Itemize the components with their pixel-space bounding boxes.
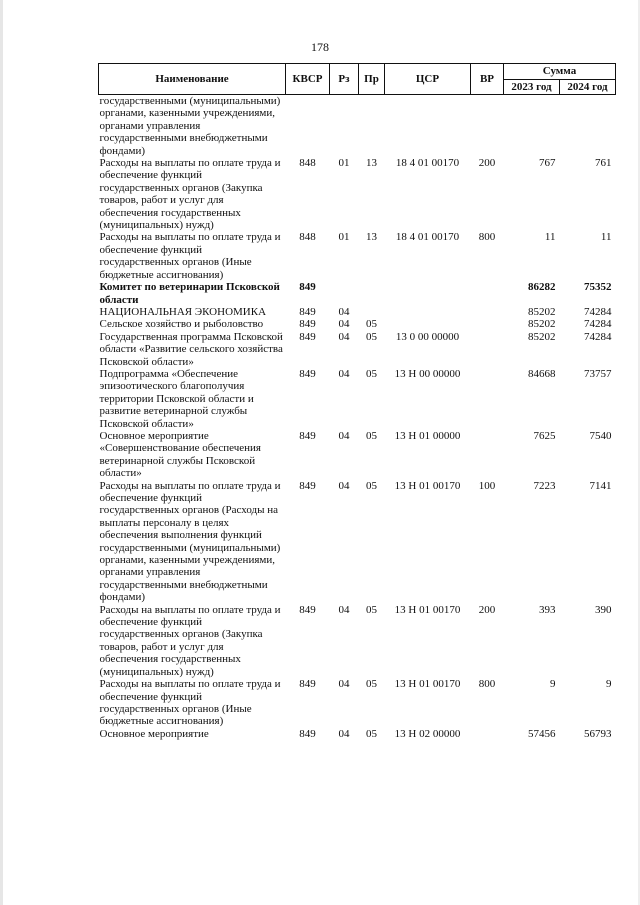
row-pr: 05 [366, 603, 377, 616]
row-csr: 13 Н 01 00170 [394, 479, 461, 492]
row-sum-2023: 86282 [528, 281, 556, 294]
row-name: Основное мероприятие «Совершенствование обеспечения ветеринарной службы Псковской области» [99, 429, 261, 480]
row-csr: 13 Н 02 00000 [394, 727, 461, 740]
row-vr: 100 [478, 479, 496, 492]
row-vr [471, 318, 504, 330]
row-sum-2023: 393 [539, 603, 556, 616]
row-sum-2024: 74284 [584, 318, 612, 331]
header-name: Наименование [99, 64, 286, 95]
row-name: Расходы на выплаты по оплате труда и обеспечение функций государственных органов (Расходы на выплаты персоналу в целях обеспечения выполнения функций государственными (муниципальными) органами, казенными учреждениями, органами управления государственными внебюджетными фондами) [99, 479, 281, 604]
row-kvsr: 849 [299, 318, 316, 331]
row-sum-2023: 85202 [528, 305, 556, 318]
row-sum-2024: 7141 [589, 479, 612, 492]
row-sum-2023: 84668 [528, 367, 556, 380]
row-rz: 04 [338, 727, 350, 740]
row-kvsr: 848 [299, 231, 316, 244]
table-row [99, 281, 616, 306]
table-row [99, 604, 616, 678]
row-kvsr: 848 [299, 157, 316, 170]
row-sum-2023: 767 [539, 157, 556, 170]
header-vr: ВР [471, 64, 504, 95]
table-row [99, 157, 616, 231]
row-rz: 04 [338, 678, 350, 691]
row-csr: 13 Н 00 00000 [394, 367, 461, 380]
row-kvsr: 849 [299, 603, 316, 616]
row-sum-2024: 761 [595, 157, 612, 170]
row-vr [471, 368, 504, 430]
row-vr [471, 306, 504, 318]
row-rz: 01 [338, 157, 350, 170]
row-rz: 04 [338, 318, 350, 331]
row-pr: 05 [366, 330, 377, 343]
row-csr [385, 95, 471, 158]
table-row [99, 306, 616, 318]
row-pr [359, 306, 385, 318]
header-year-2024: 2024 год [560, 79, 616, 95]
row-kvsr: 849 [299, 281, 316, 294]
row-pr: 05 [366, 678, 377, 691]
row-sum-2024: 11 [600, 231, 612, 244]
table-header [99, 64, 616, 95]
row-pr: 05 [366, 479, 377, 492]
table-row [99, 678, 616, 728]
row-kvsr: 849 [299, 330, 316, 343]
row-name: Подпрограмма «Обеспечение эпизоотического благополучия территории Псковской области и развитие ветеринарной службы Псковской области» [99, 367, 254, 430]
row-sum-2023: 57456 [528, 727, 556, 740]
row-sum-2023: 85202 [528, 330, 556, 343]
page-number: 178 [311, 40, 329, 54]
row-sum-2024: 74284 [584, 330, 612, 343]
row-csr [385, 318, 471, 330]
header-year-2023: 2023 год [504, 79, 560, 95]
row-vr: 800 [478, 231, 496, 244]
row-vr [471, 331, 504, 368]
table-row [99, 331, 616, 368]
scan-edge-left [0, 0, 3, 905]
row-csr: 13 Н 01 00170 [394, 603, 461, 616]
row-kvsr: 849 [299, 367, 316, 380]
table-row [99, 728, 616, 740]
row-pr: 13 [366, 157, 377, 170]
row-sum-2023 [504, 95, 560, 158]
row-sum-2024: 9 [606, 678, 612, 691]
row-csr [385, 306, 471, 318]
row-vr: 200 [478, 157, 496, 170]
row-kvsr: 849 [299, 305, 316, 318]
row-name: НАЦИОНАЛЬНАЯ ЭКОНОМИКА [99, 305, 267, 318]
budget-table-wrapper [98, 63, 616, 740]
row-pr [359, 95, 385, 158]
row-sum-2024: 390 [595, 603, 612, 616]
row-rz: 04 [338, 429, 350, 442]
row-rz: 04 [338, 603, 350, 616]
row-rz: 04 [338, 367, 350, 380]
row-pr: 05 [366, 429, 377, 442]
table-row [99, 95, 616, 158]
row-sum-2023: 11 [544, 231, 556, 244]
header-csr: ЦСР [385, 64, 471, 95]
row-vr: 800 [478, 678, 496, 691]
row-name: Расходы на выплаты по оплате труда и обеспечение функций государственных органов (Закупка товаров, работ и услуг для обеспечения государственных (муниципальных) нужд) [99, 603, 281, 678]
row-name: Комитет по ветеринарии Псковской области [99, 281, 280, 306]
table-body [99, 95, 616, 741]
row-name: Основное мероприятие [99, 727, 209, 740]
row-rz [330, 281, 359, 306]
row-vr [471, 430, 504, 480]
row-rz [330, 95, 359, 158]
row-name: Расходы на выплаты по оплате труда и обеспечение функций государственных органов (Иные бюджетные ассигнования) [99, 231, 281, 281]
row-sum-2023: 9 [550, 678, 556, 691]
row-rz: 04 [338, 330, 350, 343]
header-pr: Пр [359, 64, 385, 95]
row-kvsr: 849 [299, 678, 316, 691]
row-pr: 05 [366, 727, 377, 740]
row-vr [471, 728, 504, 740]
row-sum-2023: 7625 [533, 429, 556, 442]
header-kvsr: КВСР [286, 64, 330, 95]
header-rz: Рз [330, 64, 359, 95]
row-sum-2024: 56793 [584, 727, 612, 740]
row-sum-2024: 73757 [584, 367, 612, 380]
header-sum: Сумма [504, 64, 616, 80]
row-sum-2024: 7540 [589, 429, 612, 442]
row-rz: 01 [338, 231, 350, 244]
row-csr [385, 281, 471, 306]
row-sum-2023: 85202 [528, 318, 556, 331]
row-name: государственными (муниципальными) органами, казенными учреждениями, органами управления государственными внебюджетными фондами) [99, 95, 281, 157]
row-csr: 13 Н 01 00000 [394, 429, 461, 442]
row-kvsr: 849 [299, 479, 316, 492]
row-kvsr [286, 95, 330, 158]
row-pr: 13 [366, 231, 377, 244]
row-csr: 13 0 00 00000 [395, 330, 460, 343]
row-vr [471, 281, 504, 306]
row-kvsr: 849 [299, 429, 316, 442]
row-sum-2023: 7223 [533, 479, 556, 492]
row-sum-2024: 74284 [584, 305, 612, 318]
budget-table [98, 63, 616, 740]
row-pr: 05 [366, 367, 377, 380]
row-rz: 04 [338, 479, 350, 492]
row-name: Сельское хозяйство и рыболовство [99, 318, 264, 331]
row-csr: 13 Н 01 00170 [394, 678, 461, 691]
table-row [99, 231, 616, 281]
table-row [99, 368, 616, 430]
row-kvsr: 849 [299, 727, 316, 740]
row-csr: 18 4 01 00170 [395, 231, 460, 244]
row-vr [471, 95, 504, 158]
row-sum-2024 [560, 95, 616, 158]
row-name: Государственная программа Псковской области «Развитие сельского хозяйства Псковской области» [99, 330, 283, 368]
row-name: Расходы на выплаты по оплате труда и обеспечение функций государственных органов (Иные бюджетные ассигнования) [99, 678, 281, 728]
row-sum-2024: 75352 [584, 281, 612, 294]
table-row [99, 480, 616, 604]
row-name: Расходы на выплаты по оплате труда и обеспечение функций государственных органов (Закупка товаров, работ и услуг для обеспечения государственных (муниципальных) нужд) [99, 157, 281, 232]
row-vr: 200 [478, 603, 496, 616]
table-row [99, 318, 616, 330]
row-csr: 18 4 01 00170 [395, 157, 460, 170]
row-pr: 05 [366, 318, 377, 331]
table-row [99, 430, 616, 480]
row-rz: 04 [338, 305, 350, 318]
row-pr [359, 281, 385, 306]
